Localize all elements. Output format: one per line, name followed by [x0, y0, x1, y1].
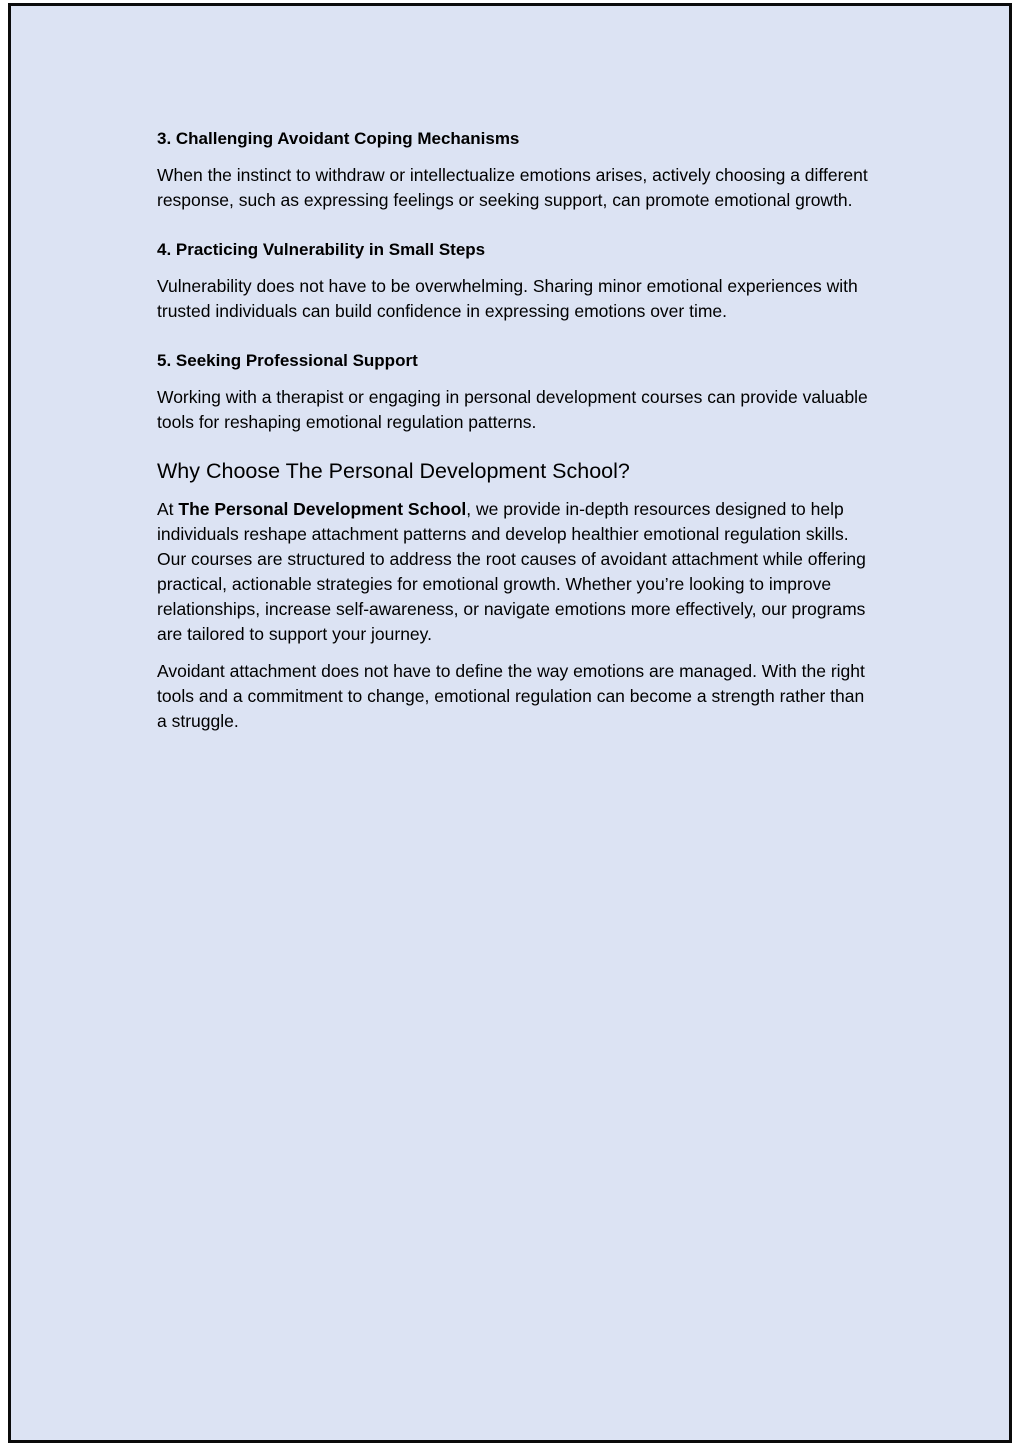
- document-page: [8, 3, 1012, 1443]
- why-paragraph-1: [157, 497, 873, 647]
- why-heading: Why Choose The Personal Development School?: [157, 459, 630, 483]
- why-p1-prefix: At: [157, 499, 179, 519]
- section-heading-5: 5. Seeking Professional Support: [157, 351, 418, 370]
- why-paragraph-2: Avoidant attachment does not have to define the way emotions are managed. With the right tools and a commitment to change, emotional regulation can become a strength rather than a struggle.: [157, 661, 865, 731]
- why-p1-rest: , we provide in-depth resources designed to help individuals reshape attachment patterns and develop healthier emotional regulation skills. Our courses are structured to address the root causes of avoidant attachment while offering practical, actionable strategies for emotional growth. Whether you’re looking to improve relationships, increase self-awareness, or navigate emotions more effectively, our programs are tailored to support your journey.: [157, 499, 866, 644]
- document-content: [157, 128, 873, 746]
- section-heading-3: 3. Challenging Avoidant Coping Mechanisms: [157, 129, 520, 148]
- section-heading-4: 4. Practicing Vulnerability in Small Steps: [157, 240, 486, 259]
- section-body-4: Vulnerability does not have to be overwhelming. Sharing minor emotional experiences with trusted individuals can build confidence in expressing emotions over time.: [157, 276, 858, 321]
- section-body-5: Working with a therapist or engaging in personal development courses can provide valuable tools for reshaping emotional regulation patterns.: [157, 387, 868, 432]
- section-body-3: When the instinct to withdraw or intellectualize emotions arises, actively choosing a different response, such as expressing feelings or seeking support, can promote emotional growth.: [157, 165, 868, 210]
- school-name: The Personal Development School: [178, 499, 467, 519]
